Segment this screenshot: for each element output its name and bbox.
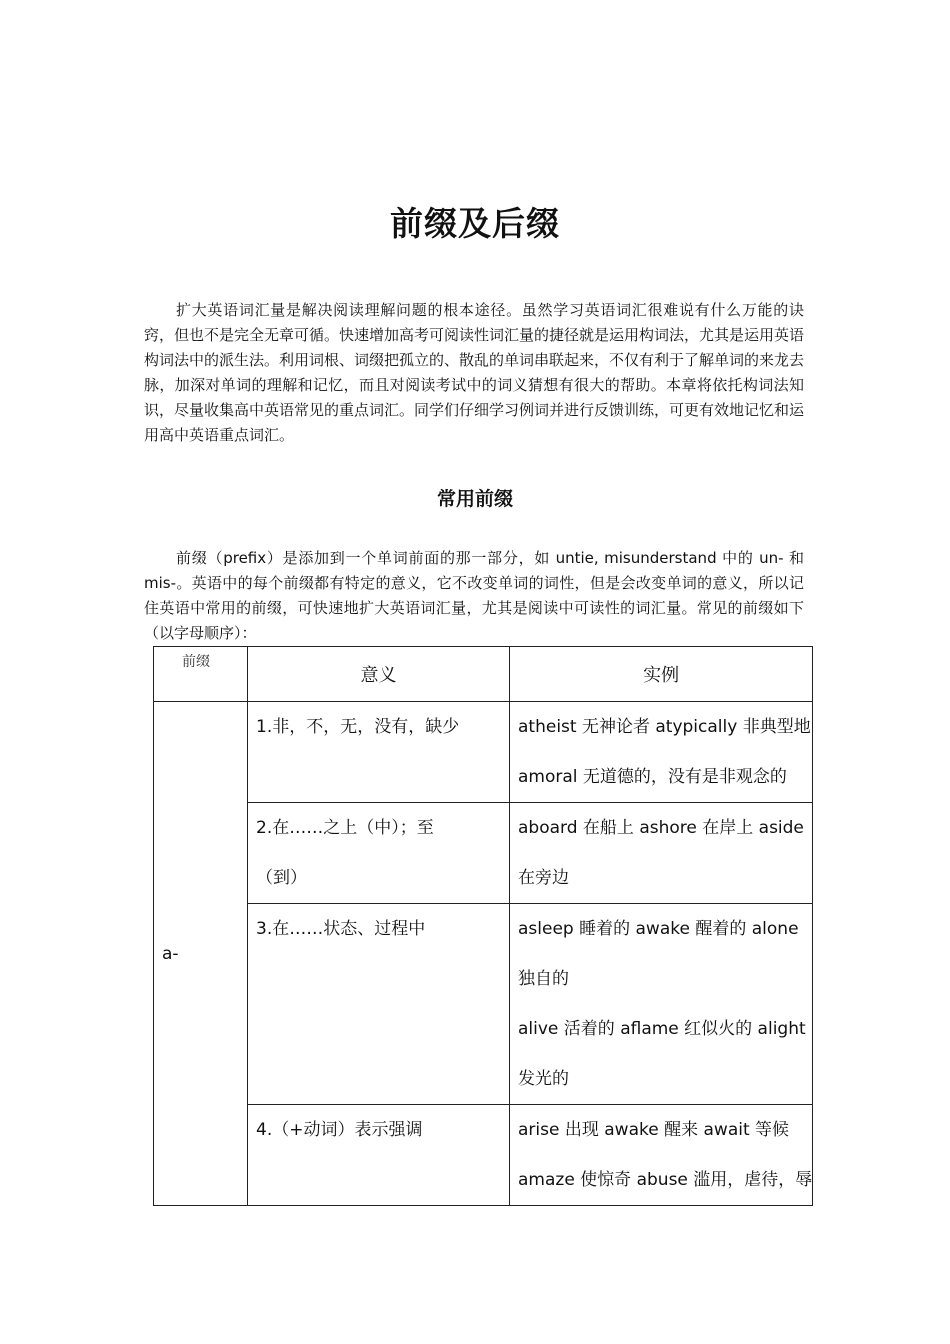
table-row [154,803,813,904]
example-text: 在旁边 [518,868,569,888]
example-cell [510,702,813,803]
example-text: 独自的 [518,969,569,989]
table-row [154,702,813,803]
example-text: asleep 睡着的 awake 醒着的 alone [518,919,799,939]
example-cell [510,1105,813,1206]
table-header-row [154,647,813,702]
table-row [154,1105,813,1206]
example-text: alive 活着的 aflame 红似火的 alight [518,1019,806,1039]
section-title: 常用前缀 [436,488,513,510]
meaning-text: 4.（+动词）表示强调 [256,1120,423,1140]
page-title: 前缀及后缀 [390,204,560,243]
header-example: 实例 [510,647,813,702]
example-text: atheist 无神论者 atypically 非典型地 [518,717,811,737]
prefix-cell: a- [154,702,248,1206]
table-row [154,904,813,1105]
meaning-cell [248,803,510,904]
meaning-text: 3.在……状态、过程中 [256,919,426,939]
example-text: amoral 无道德的，没有是非观念的 [518,767,787,787]
prefix-intro-paragraph: 前缀（prefix）是添加到一个单词前面的那一部分，如 untie, misunderstand 中的 un- 和 mis-。英语中的每个前缀都有特定的意义，它不改变单词的词性，但是会改变单词的意义，所以记住英语中常用的前缀，可快速地扩大英语词汇量，尤其是阅读中可读性的词汇量。常见的前缀如下（以字母顺序）： [144,549,804,642]
example-cell [510,904,813,1105]
example-text: 发光的 [518,1069,569,1089]
example-text: aboard 在船上 ashore 在岸上 aside [518,818,804,838]
prefix-table [153,646,813,1206]
meaning-text: 1.非，不，无，没有，缺少 [256,717,460,737]
example-text: arise 出现 awake 醒来 await 等候 [518,1120,790,1140]
meaning-text: 2.在……之上（中）；至 [256,818,434,838]
intro-paragraph: 扩大英语词汇量是解决阅读理解问题的根本途径。虽然学习英语词汇很难说有什么万能的诀窍，但也不是完全无章可循。快速增加高考可阅读性词汇量的捷径就是运用构词法，尤其是运用英语构词法中的派生法。利用词根、词缀把孤立的、散乱的单词串联起来，不仅有利于了解单词的来龙去脉，加深对单词的理解和记忆，而且对阅读考试中的词义猜想有很大的帮助。本章将依托构词法知识，尽量收集高中英语常见的重点词汇。同学们仔细学习例词并进行反馈训练，可更有效地记忆和运用高中英语重点词汇。 [144,301,805,444]
meaning-cell [248,904,510,1105]
header-prefix: 前缀 [154,647,248,702]
example-cell [510,803,813,904]
meaning-text: （到） [256,868,307,888]
example-text: amaze 使惊奇 abuse 滥用，虐待，辱 [518,1170,813,1190]
meaning-cell [248,702,510,803]
header-meaning: 意义 [248,647,510,702]
meaning-cell [248,1105,510,1206]
